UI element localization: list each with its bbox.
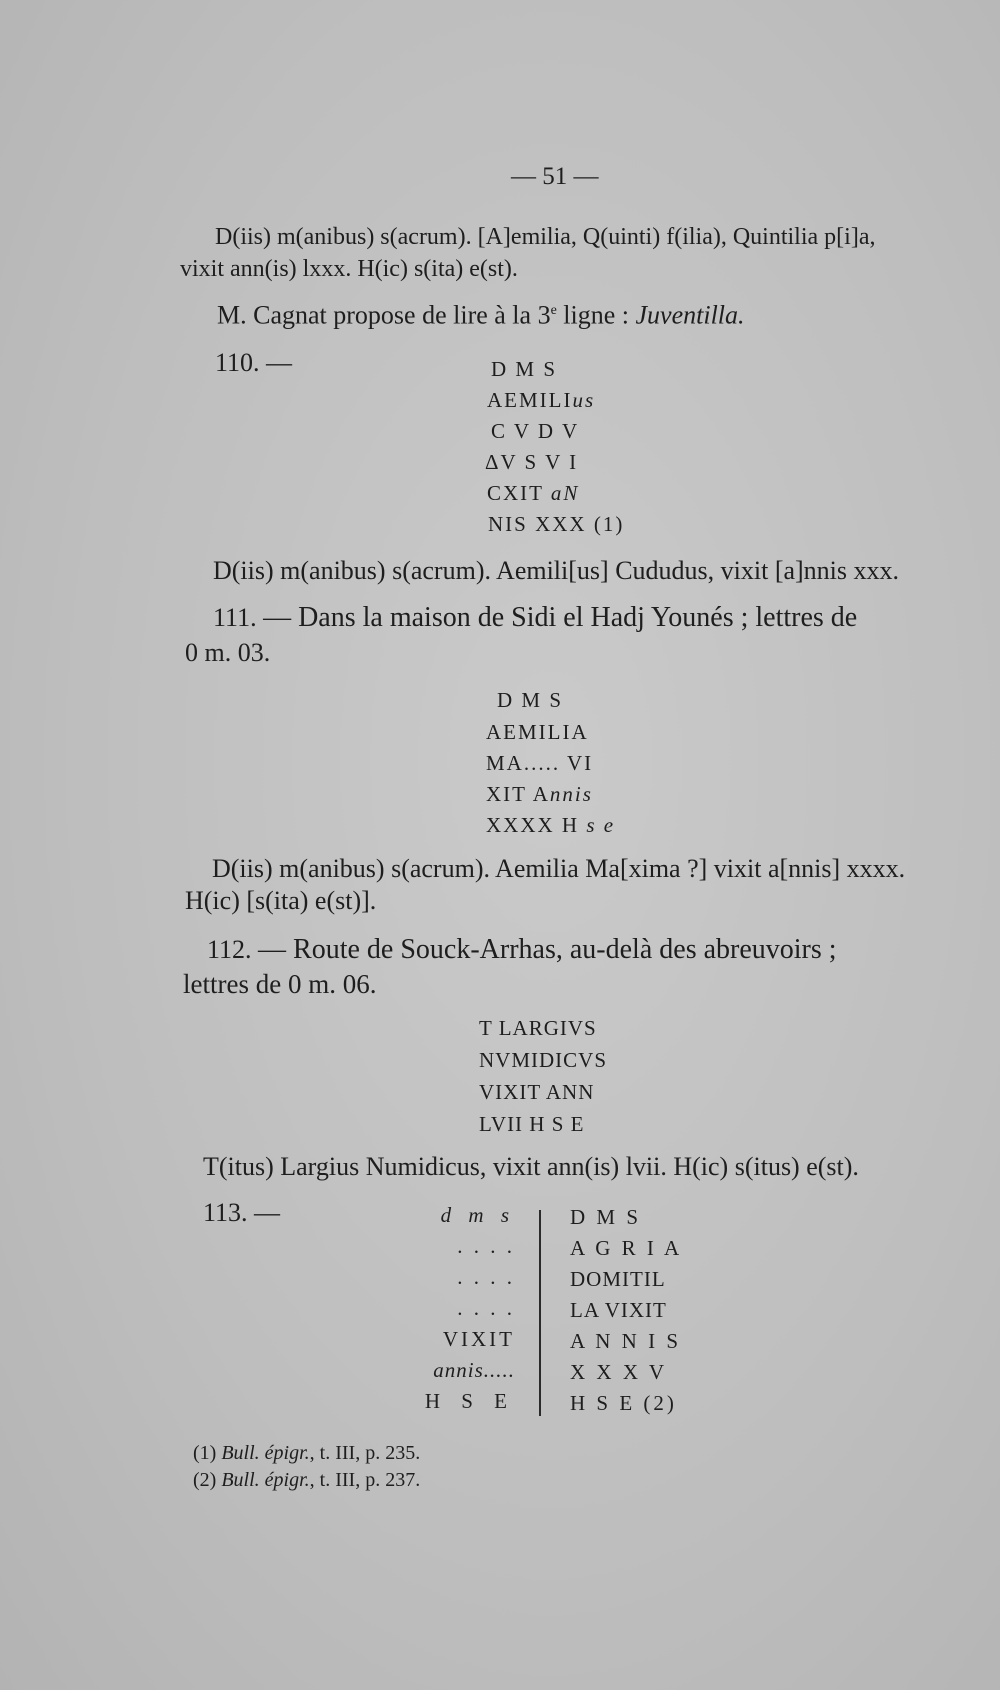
entry-113-left-l5: VIXIT: [442, 1327, 515, 1351]
entry-111-line1: [213, 603, 857, 633]
entry-113-left-l7: H S E: [424, 1389, 515, 1413]
entry-110-inscription-l2: [487, 385, 595, 416]
entry-111-number: 111.: [213, 603, 257, 632]
entry-113-right-l3: DOMITIL: [570, 1267, 666, 1291]
footnote-1: [193, 1440, 420, 1466]
entry-110-number: 110. —: [215, 348, 293, 377]
cagnat-note-italic: Juventilla.: [635, 300, 745, 330]
entry-113-right-l1: D M S: [570, 1205, 642, 1229]
footnote-1-italic: Bull. épigr.: [221, 1442, 310, 1464]
entry-109-line1: D(iis) m(anibus) s(acrum). [A]emilia, Q(uinti) f(ilia), Quintilia p[i]a,: [215, 224, 876, 250]
entry-113-right-l2: A G R I A: [570, 1236, 683, 1260]
entry-112-transcription: T(itus) Largius Numidicus, vixit ann(is) lvii. H(ic) s(itus) e(st).: [203, 1152, 859, 1181]
entry-111-l5-roman: XXXX H: [486, 813, 587, 837]
entry-111-l4-italic: nnis: [549, 782, 593, 806]
entry-110-inscription-l1: D M S: [491, 357, 558, 381]
cagnat-note-middle: ligne :: [556, 300, 636, 330]
entry-112-number: 112.: [207, 935, 252, 964]
entry-113-left-column: [415, 1200, 515, 1417]
entry-110-inscription-l6: NIS XXX (1): [488, 512, 625, 536]
entry-111-inscription-l3: MA..... VI: [486, 751, 594, 775]
footnote-1-mark: (1): [193, 1442, 217, 1464]
entry-111-text-line2: 0 m. 03.: [185, 638, 271, 667]
entry-110-l5-roman: CXIT: [487, 481, 551, 505]
entry-111-inscription-l2: AEMILIA: [486, 720, 589, 744]
entry-112-inscription-l3: VIXIT ANN: [479, 1080, 595, 1104]
column-divider: [539, 1210, 541, 1416]
entry-113-right-l4: LA VIXIT: [570, 1298, 667, 1322]
entry-111-transcription-line2: H(ic) [s(ita) e(st)].: [185, 886, 377, 915]
entry-110-inscription-l5: [487, 478, 579, 509]
entry-110-transcription: D(iis) m(anibus) s(acrum). Aemili[us] Cududus, vixit [a]nnis xxx.: [213, 556, 900, 585]
entry-110-inscription-l4: ΔV S V I: [485, 450, 579, 474]
entry-109-line2: vixit ann(is) lxxx. H(ic) s(ita) e(st).: [180, 256, 518, 282]
entry-112-inscription-l4: LVII H S E: [479, 1112, 585, 1136]
entry-110-l2-roman: AEMILI: [487, 388, 573, 412]
entry-113-right-column: [570, 1202, 682, 1419]
footnote-2-rest: , t. III, p. 237.: [309, 1469, 421, 1491]
entry-113-right-l7: H S E (2): [570, 1391, 677, 1415]
entry-113-right-l6: X X X V: [570, 1360, 668, 1384]
entry-112-line1: [207, 935, 837, 965]
entry-111-text-line1: — Dans la maison de Sidi el Hadj Younés ; lettres de: [263, 602, 858, 633]
footnote-1-rest: , t. III, p. 235.: [309, 1442, 421, 1464]
entry-110-l5-italic: aN: [550, 481, 580, 505]
cagnat-note-prefix: M. Cagnat propose de lire à la 3: [217, 300, 551, 330]
entry-113-left-l6: annis.....: [433, 1358, 515, 1382]
footnote-2: [193, 1467, 420, 1493]
entry-112-text-line2: lettres de 0 m. 06.: [183, 969, 377, 999]
entry-111-l4-roman: XIT A: [486, 782, 550, 806]
entry-110-inscription-l3: C V D V: [491, 419, 580, 443]
entry-112-inscription-l1: T LARGIVS: [479, 1016, 597, 1040]
entry-110-l2-italic: us: [572, 388, 596, 412]
entry-112-inscription-l2: NVMIDICVS: [479, 1048, 608, 1072]
entry-113-right-l5: A N N I S: [570, 1329, 682, 1353]
entry-111-inscription-l5: [486, 810, 615, 841]
entry-111-inscription-l1: D M S: [497, 688, 564, 712]
entry-111-transcription-line1: D(iis) m(anibus) s(acrum). Aemilia Ma[xima ?] vixit a[nnis] xxxx.: [212, 854, 906, 883]
entry-112-text-line1: — Route de Souck-Arrhas, au-delà des abreuvoirs ;: [258, 934, 837, 965]
entry-113-left-l3: . . . .: [457, 1265, 515, 1289]
entry-113-left-l1: d m s: [440, 1203, 515, 1227]
page-number: — 51 —: [511, 163, 599, 190]
entry-113-left-l2: . . . .: [457, 1234, 515, 1258]
footnote-2-mark: (2): [193, 1469, 217, 1491]
cagnat-note-superscript: e: [550, 303, 557, 318]
cagnat-note: [217, 296, 745, 331]
footnote-2-italic: Bull. épigr.: [221, 1469, 310, 1491]
entry-113-left-l4: . . . .: [457, 1296, 515, 1320]
entry-111-l5-italic: s e: [586, 813, 616, 837]
entry-113-number: 113. —: [203, 1198, 281, 1227]
entry-111-inscription-l4: [486, 779, 593, 810]
